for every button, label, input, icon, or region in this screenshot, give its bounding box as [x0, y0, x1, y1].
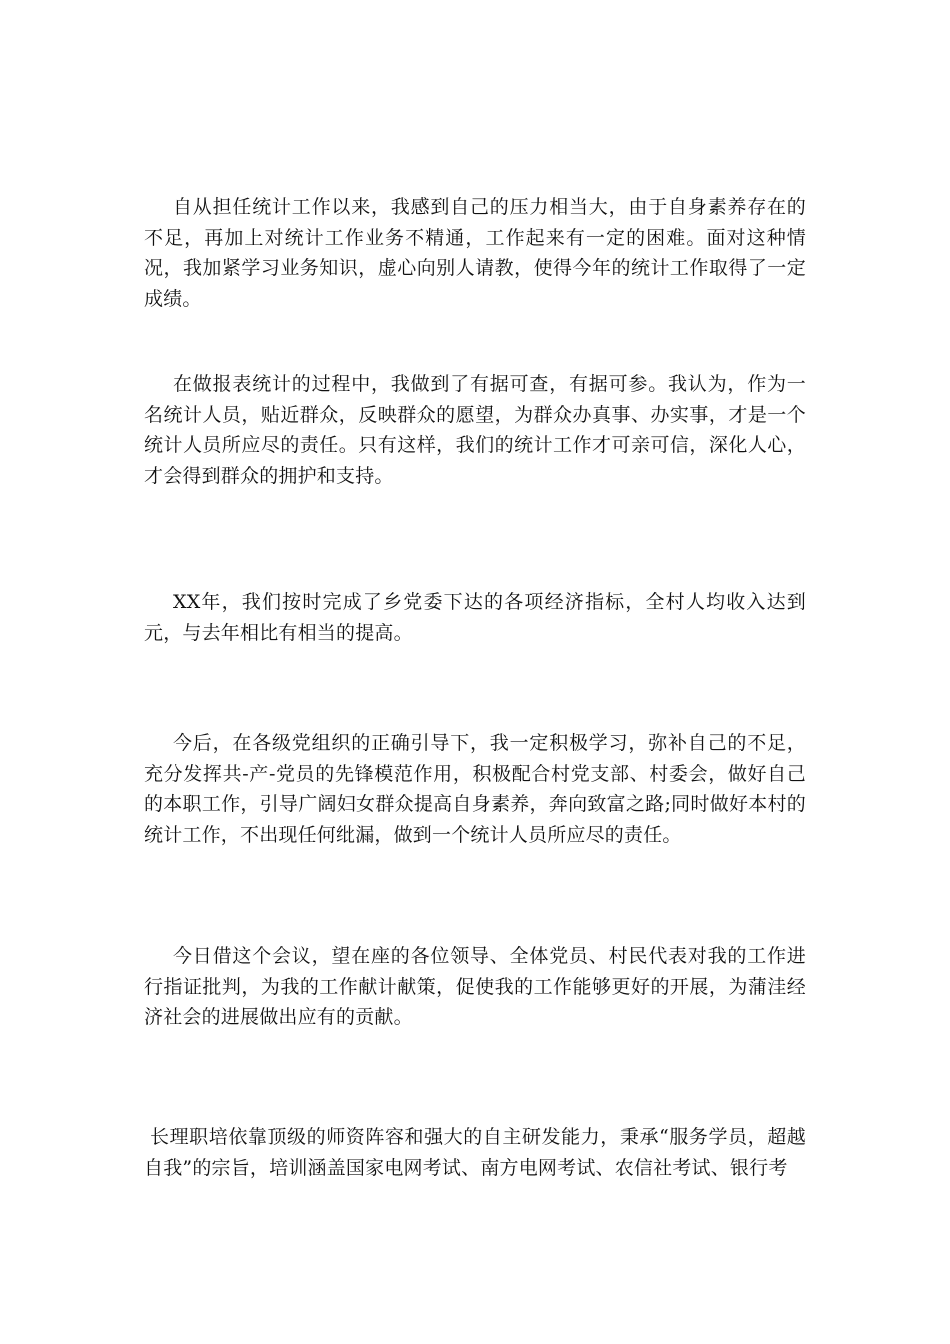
paragraph-meeting-request: 今日借这个会议，望在座的各位领导、全体党员、村民代表对我的工作进行指证批判，为我的工作献计献策，促使我的工作能够更好的开展，为蒲洼经济社会的进展做出应有的贡献。: [144, 945, 806, 1028]
paragraph-training-ad: 长理职培依靠顶级的师资阵容和强大的自主研发能力，秉承“服务学员，超越自我”的宗旨，培训涵盖国家电网考试、南方电网考试、农信社考试、银行考: [144, 1126, 806, 1179]
paragraph-statistics-work-intro: 自从担任统计工作以来，我感到自己的压力相当大，由于自身素养存在的不足，再加上对统计工作业务不精通，工作起来有一定的困难。面对这种情况，我加紧学习业务知识，虚心向别人请教，使得今年的统计工作取得了一定成绩。: [144, 196, 806, 310]
paragraph-report-statistics: 在做报表统计的过程中，我做到了有据可查，有据可参。我认为，作为一名统计人员，贴近群众，反映群众的愿望，为群众办真事、办实事，才是一个统计人员所应尽的责任。只有这样，我们的统计工作才可亲可信，深化人心，才会得到群众的拥护和支持。: [144, 373, 806, 487]
paragraph-economic-indicators: XX年，我们按时完成了乡党委下达的各项经济指标，全村人均收入达到 元，与去年相比有相当的提高。: [144, 591, 806, 644]
paragraph-future-plans: 今后，在各级党组织的正确引导下，我一定积极学习，弥补自己的不足，充分发挥共-产-党员的先锋模范作用，积极配合村党支部、村委会，做好自己的本职工作，引导广阔妇女群众提高自身素养，奔向致富之路;同时做好本村的统计工作，不出现任何纰漏，做到一个统计人员所应尽的责任。: [144, 732, 806, 846]
